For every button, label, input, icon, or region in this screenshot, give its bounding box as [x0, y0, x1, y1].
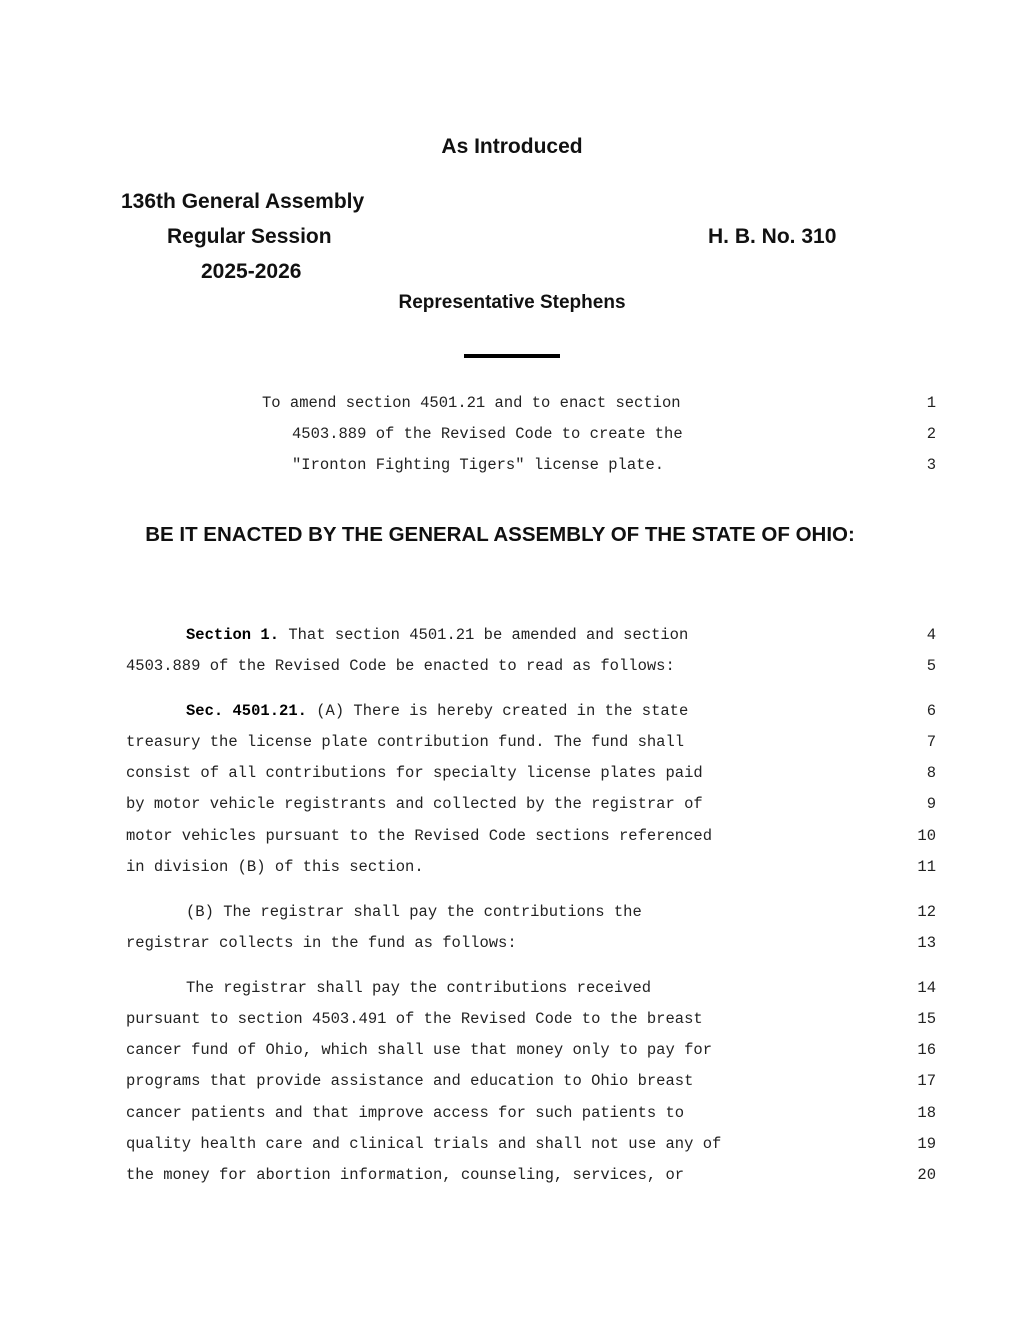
line-number: 17: [917, 1072, 936, 1090]
line-number: 18: [917, 1104, 936, 1122]
line-number: 7: [926, 733, 936, 751]
sec-heading: Sec. 4501.21.: [186, 702, 307, 720]
line-number: 19: [917, 1135, 936, 1153]
sec-text: (A) There is hereby created in the state: [306, 702, 689, 720]
line-number: 20: [917, 1166, 936, 1184]
para-line: cancer fund of Ohio, which shall use that money only to pay for: [126, 1041, 712, 1059]
para-line: registrar collects in the fund as follows:: [126, 934, 517, 952]
bill-status: As Introduced: [441, 135, 583, 158]
session-years: 2025-2026: [201, 260, 302, 283]
line-number: 2: [926, 425, 936, 443]
line-number: 13: [917, 934, 936, 952]
line-number: 14: [917, 979, 936, 997]
line-number: 4: [926, 626, 936, 644]
general-assembly: 136th General Assembly: [121, 190, 365, 213]
para-line: cancer patients and that improve access for such patients to: [126, 1104, 685, 1122]
para-line: The registrar shall pay the contributions received: [186, 979, 652, 997]
section-1-line: [186, 625, 688, 645]
section-1-line: 4503.889 of the Revised Code be enacted to read as follows:: [126, 657, 675, 675]
bill-number: H. B. No. 310: [708, 225, 837, 248]
line-number: 6: [926, 702, 936, 720]
line-number: 11: [917, 858, 936, 876]
para-line: programs that provide assistance and education to Ohio breast: [126, 1072, 694, 1090]
session: Regular Session: [167, 225, 332, 248]
line-number: 9: [926, 795, 936, 813]
sponsor: Representative Stephens: [398, 292, 626, 313]
sec-line: by motor vehicle registrants and collected by the registrar of: [126, 795, 703, 813]
title-line: "Ironton Fighting Tigers" license plate.: [292, 456, 665, 474]
enacting-clause: BE IT ENACTED BY THE GENERAL ASSEMBLY OF THE STATE OF OHIO:: [145, 523, 855, 546]
section-1-heading: Section 1.: [186, 626, 280, 644]
sec-line: [186, 701, 688, 721]
sec-line: in division (B) of this section.: [126, 858, 424, 876]
line-number: 10: [917, 827, 936, 845]
para-line: quality health care and clinical trials and shall not use any of: [126, 1135, 722, 1153]
line-number: 5: [926, 657, 936, 675]
line-number: 15: [917, 1010, 936, 1028]
sec-line: consist of all contributions for specialty license plates paid: [126, 764, 703, 782]
line-number: 16: [917, 1041, 936, 1059]
sec-line: treasury the license plate contribution fund. The fund shall: [126, 733, 685, 751]
line-number: 12: [917, 903, 936, 921]
para-line: the money for abortion information, counseling, services, or: [126, 1166, 685, 1184]
title-line: 4503.889 of the Revised Code to create the: [292, 425, 683, 443]
line-number: 1: [926, 394, 936, 412]
line-number: 8: [926, 764, 936, 782]
divider-rule: [464, 354, 560, 358]
para-line: (B) The registrar shall pay the contributions the: [186, 903, 642, 921]
para-line: pursuant to section 4503.491 of the Revised Code to the breast: [126, 1010, 703, 1028]
title-line: To amend section 4501.21 and to enact section: [262, 394, 681, 412]
line-number: 3: [926, 456, 936, 474]
section-1-text: That section 4501.21 be amended and section: [279, 626, 689, 644]
sec-line: motor vehicles pursuant to the Revised Code sections referenced: [126, 827, 712, 845]
